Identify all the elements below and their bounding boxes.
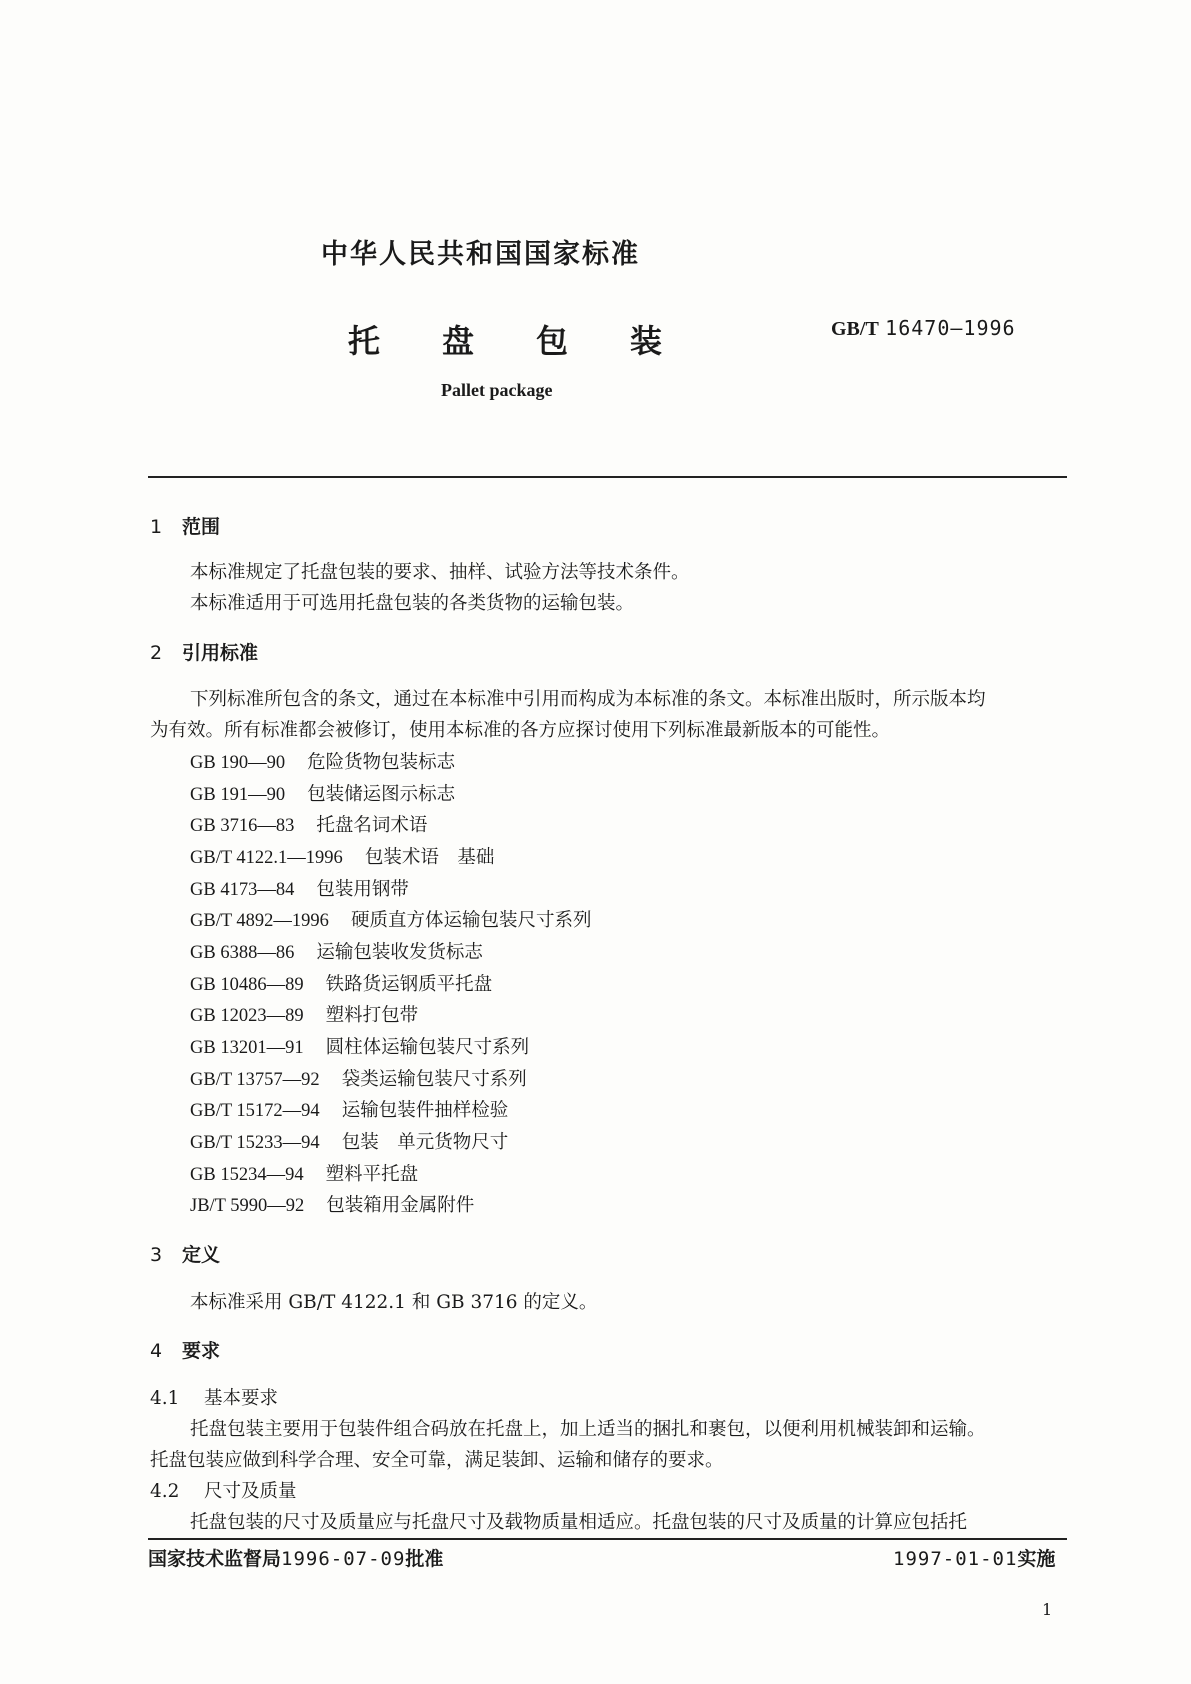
standard-number [831,316,1016,341]
reference-item [190,970,492,996]
paragraph-line: 本标准采用 GB/T 4122.1 和 GB 3716 的定义。 [190,1292,598,1313]
section-title: 引用标准 [182,642,259,664]
implementation-date: 1997-01-01 [893,1548,1018,1570]
paragraph-line: 为有效。所有标准都会被修订，使用本标准的各方应探讨使用下列标准最新版本的可能性。 [150,720,891,741]
reference-name: 危险货物包装标志 [307,752,456,773]
paragraph-line: 托盘包装应做到科学合理、安全可靠，满足装卸、运输和储存的要求。 [150,1450,724,1471]
reference-code: GB 191—90 [190,785,286,805]
reference-item [190,938,483,964]
subsection-number: 4.2 [150,1481,180,1502]
reference-item [190,906,591,932]
reference-code: GB/T 15233—94 [190,1133,320,1153]
reference-code: GB/T 4892—1996 [190,911,329,931]
section-number: 3 [150,1244,163,1266]
subsection-number: 4.1 [150,1388,180,1409]
paragraph-line: 下列标准所包含的条文，通过在本标准中引用而构成为本标准的条文。本标准出版时，所示版本均 [190,689,986,710]
page-number: 1 [1042,1600,1053,1619]
reference-item [190,1033,529,1059]
approval-info [148,1544,443,1571]
approval-date: 1996-07-09 [281,1548,406,1570]
document-title: 托盘包装 [348,322,725,360]
reference-name: 塑料打包带 [325,1005,419,1026]
reference-code: GB 15234—94 [190,1165,304,1185]
reference-name: 塑料平托盘 [325,1164,419,1185]
subsection-title: 基本要求 [204,1388,279,1409]
reference-code: GB 12023—89 [190,1006,304,1026]
paragraph-line: 托盘包装的尺寸及质量应与托盘尺寸及载物质量相适应。托盘包装的尺寸及质量的计算应包括托 [190,1512,968,1533]
reference-name: 圆柱体运输包装尺寸系列 [325,1037,530,1058]
english-title: Pallet package [441,380,553,400]
national-standard-heading: 中华人民共和国国家标准 [321,239,640,270]
reference-item [190,1160,418,1186]
approver: 国家技术监督局 [148,1548,282,1570]
reference-code: GB/T 13757—92 [190,1070,320,1090]
reference-code: JB/T 5990—92 [190,1196,305,1216]
reference-name: 运输包装件抽样检验 [341,1100,509,1121]
implementation-info [893,1544,1055,1571]
section-number: 4 [150,1340,163,1362]
section-number: 1 [150,516,163,538]
subsection-4-1-heading [150,1384,278,1410]
section-title: 范围 [182,516,221,538]
standard-code: 16470—1996 [885,316,1016,340]
reference-code: GB 190—90 [190,753,286,773]
paragraph-line: 本标准适用于可选用托盘包装的各类货物的运输包装。 [190,593,635,614]
reference-name: 袋类运输包装尺寸系列 [341,1069,527,1090]
standard-prefix: GB/T [831,318,879,340]
reference-name: 包装用钢带 [316,879,409,900]
reference-item [190,1191,474,1217]
paragraph-line: 本标准规定了托盘包装的要求、抽样、试验方法等技术条件。 [190,562,690,583]
paragraph-line: 托盘包装主要用于包装件组合码放在托盘上，加上适当的捆扎和裹包，以便利用机械装卸和运输。 [190,1419,986,1440]
section-2-heading [150,638,258,665]
reference-item [190,1128,508,1154]
reference-item [190,843,494,869]
implementation-suffix: 实施 [1017,1548,1056,1570]
reference-name: 包装术语 基础 [364,847,495,868]
reference-item [190,875,409,901]
reference-name: 包装储运图示标志 [307,784,456,805]
reference-name: 托盘名词术语 [316,815,428,836]
reference-item [190,780,455,806]
reference-item [190,811,427,837]
reference-item [190,1065,527,1091]
section-3-heading [150,1240,220,1267]
reference-code: GB 6388—86 [190,943,295,963]
reference-code: GB 3716—83 [190,816,295,836]
subsection-title: 尺寸及质量 [204,1481,297,1502]
section-title: 要求 [182,1340,221,1362]
reference-name: 铁路货运钢质平托盘 [325,974,493,995]
header-divider [148,476,1067,478]
reference-code: GB/T 4122.1—1996 [190,848,343,868]
subsection-4-2-heading [150,1477,297,1503]
section-number: 2 [150,642,163,664]
reference-item [190,1001,418,1027]
reference-item [190,1096,508,1122]
reference-code: GB/T 15172—94 [190,1101,320,1121]
reference-name: 硬质直方体运输包装尺寸系列 [350,910,592,931]
section-title: 定义 [182,1244,221,1266]
reference-name: 运输包装收发货标志 [316,942,483,963]
section-1-heading [150,512,220,539]
footer-divider [148,1538,1067,1540]
reference-code: GB 4173—84 [190,880,295,900]
reference-item [190,748,455,774]
reference-code: GB 13201—91 [190,1038,304,1058]
reference-name: 包装 单元货物尺寸 [341,1132,509,1153]
approval-suffix: 批准 [405,1548,444,1570]
section-4-heading [150,1336,220,1363]
reference-name: 包装箱用金属附件 [326,1195,475,1216]
reference-code: GB 10486—89 [190,975,304,995]
